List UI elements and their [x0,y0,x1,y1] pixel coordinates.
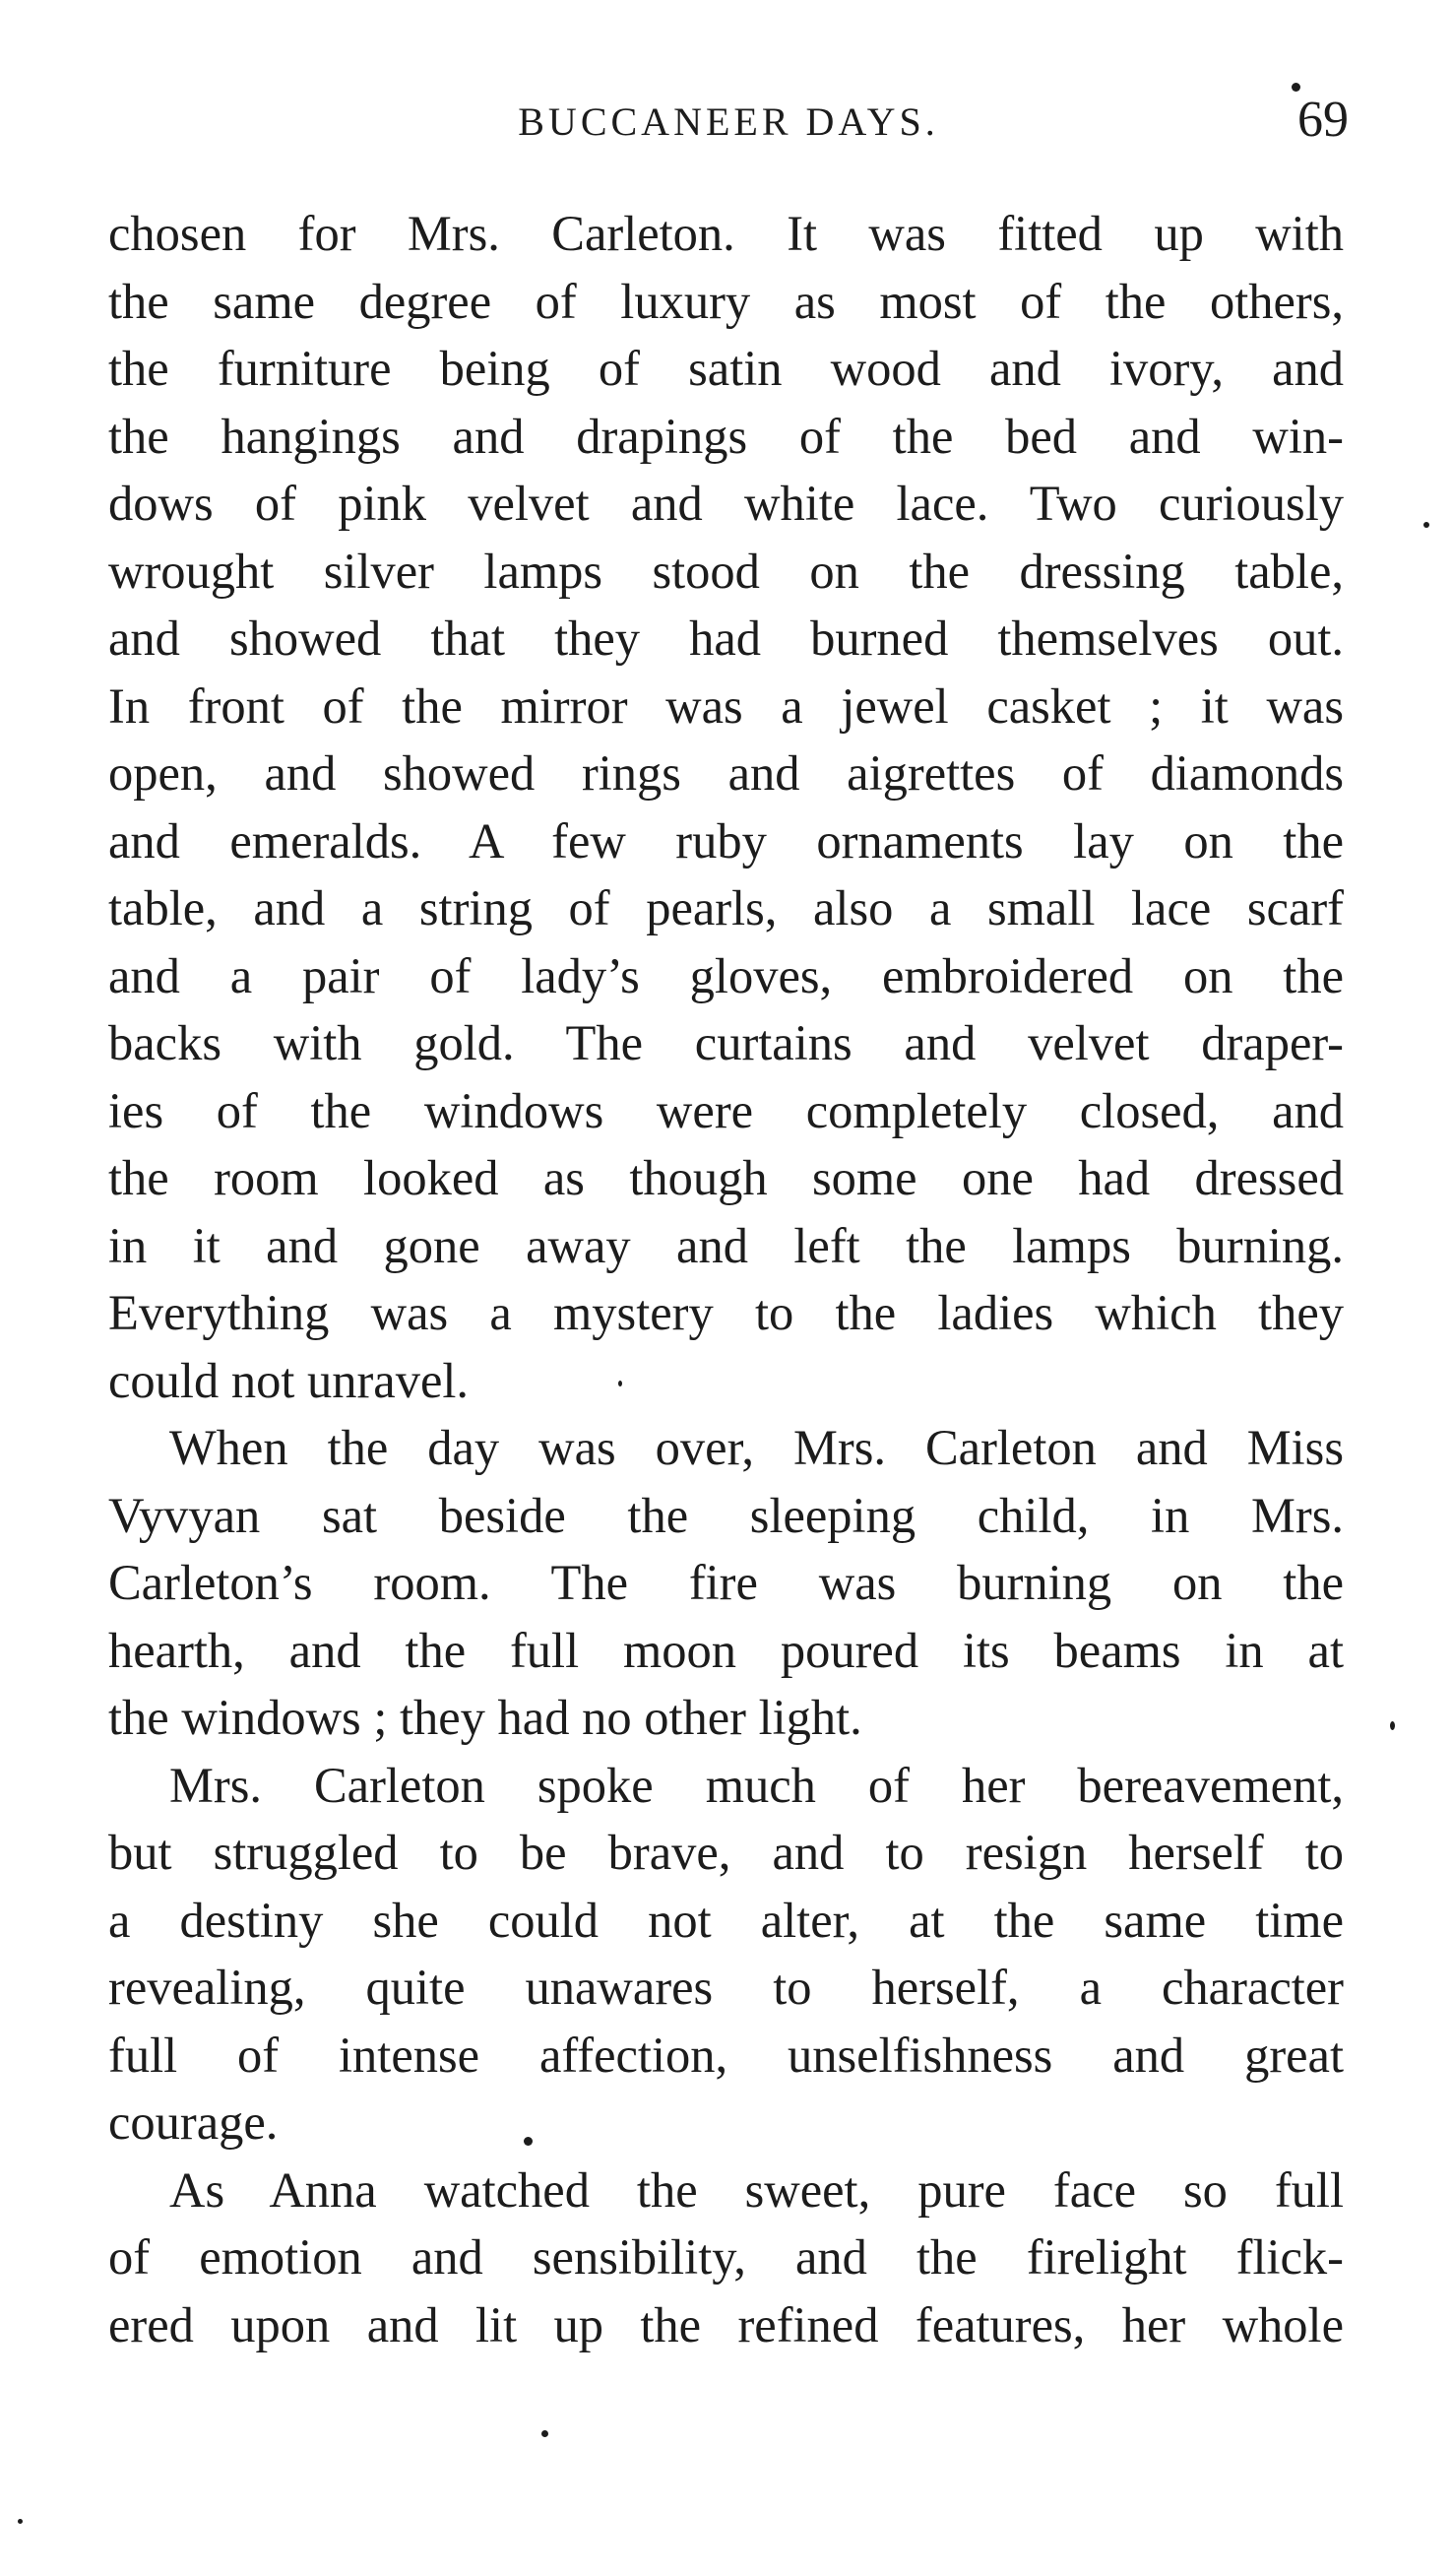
text-line: the windows ; they had no other light. [108,1690,862,1745]
text-line: wrought silver lamps stood on the dressing table, [108,543,1344,599]
text-line: Vyvyan sat beside the sleeping child, in Mrs. [108,1487,1344,1543]
text-line: the hangings and drapings of the bed and win- [108,408,1344,464]
text-line: When the day was over, Mrs. Carleton and Miss [169,1420,1344,1475]
text-line: the furniture being of satin wood and ivory, and [108,341,1344,396]
text-line: hearth, and the full moon poured its beams in at [108,1622,1344,1678]
text-line: full of intense affection, unselfishness and great [108,2027,1344,2083]
body-text [108,200,1344,2358]
ink-speck [541,2430,548,2437]
ink-speck [618,1381,622,1386]
text-line: revealing, quite unawares to herself, a character [108,1960,1344,2015]
text-line: and showed that they had burned themselves out. [108,611,1344,666]
text-line: in it and gone away and left the lamps burning. [108,1217,1344,1273]
page-number: 69 [1297,92,1349,148]
text-line: table, and a string of pearls, also a small lace scarf [108,880,1344,935]
text-line: open, and showed rings and aigrettes of diamonds [108,745,1344,801]
text-line: and a pair of lady’s gloves, embroidered on the [108,947,1344,1003]
ink-speck [524,2137,533,2146]
text-line: dows of pink velvet and white lace. Two curiously [108,476,1344,531]
text-line: Everything was a mystery to the ladies which they [108,1285,1344,1340]
text-line: ies of the windows were completely closed, and [108,1082,1344,1138]
ink-speck [18,2519,23,2524]
text-line: backs with gold. The curtains and velvet draper- [108,1015,1344,1070]
text-line: but struggled to be brave, and to resign herself to [108,1825,1344,1880]
text-line: the same degree of luxury as most of the others, [108,273,1344,329]
running-title: BUCCANEER DAYS. [518,99,939,144]
text-line: the room looked as though some one had dressed [108,1150,1344,1205]
text-line: chosen for Mrs. Carleton. It was fitted up with [108,206,1344,261]
text-line: courage. [108,2094,279,2150]
text-line: In front of the mirror was a jewel casket ; it was [108,677,1344,734]
text-line: As Anna watched the sweet, pure face so full [169,2161,1344,2218]
text-line: Carleton’s room. The fire was burning on the [108,1555,1344,1610]
text-line: and emeralds. A few ruby ornaments lay on the [108,812,1344,869]
ink-speck [1390,1721,1395,1730]
running-head [108,91,1349,160]
text-line: could not unravel. [108,1352,470,1408]
ink-speck [1423,522,1429,528]
text-line: ered upon and lit up the refined features, her whole [108,2296,1344,2352]
text-line: a destiny she could not alter, at the same time [108,1892,1344,1948]
text-line: Mrs. Carleton spoke much of her bereavement, [169,1757,1344,1813]
text-line: of emotion and sensibility, and the firelight flick- [108,2229,1344,2285]
